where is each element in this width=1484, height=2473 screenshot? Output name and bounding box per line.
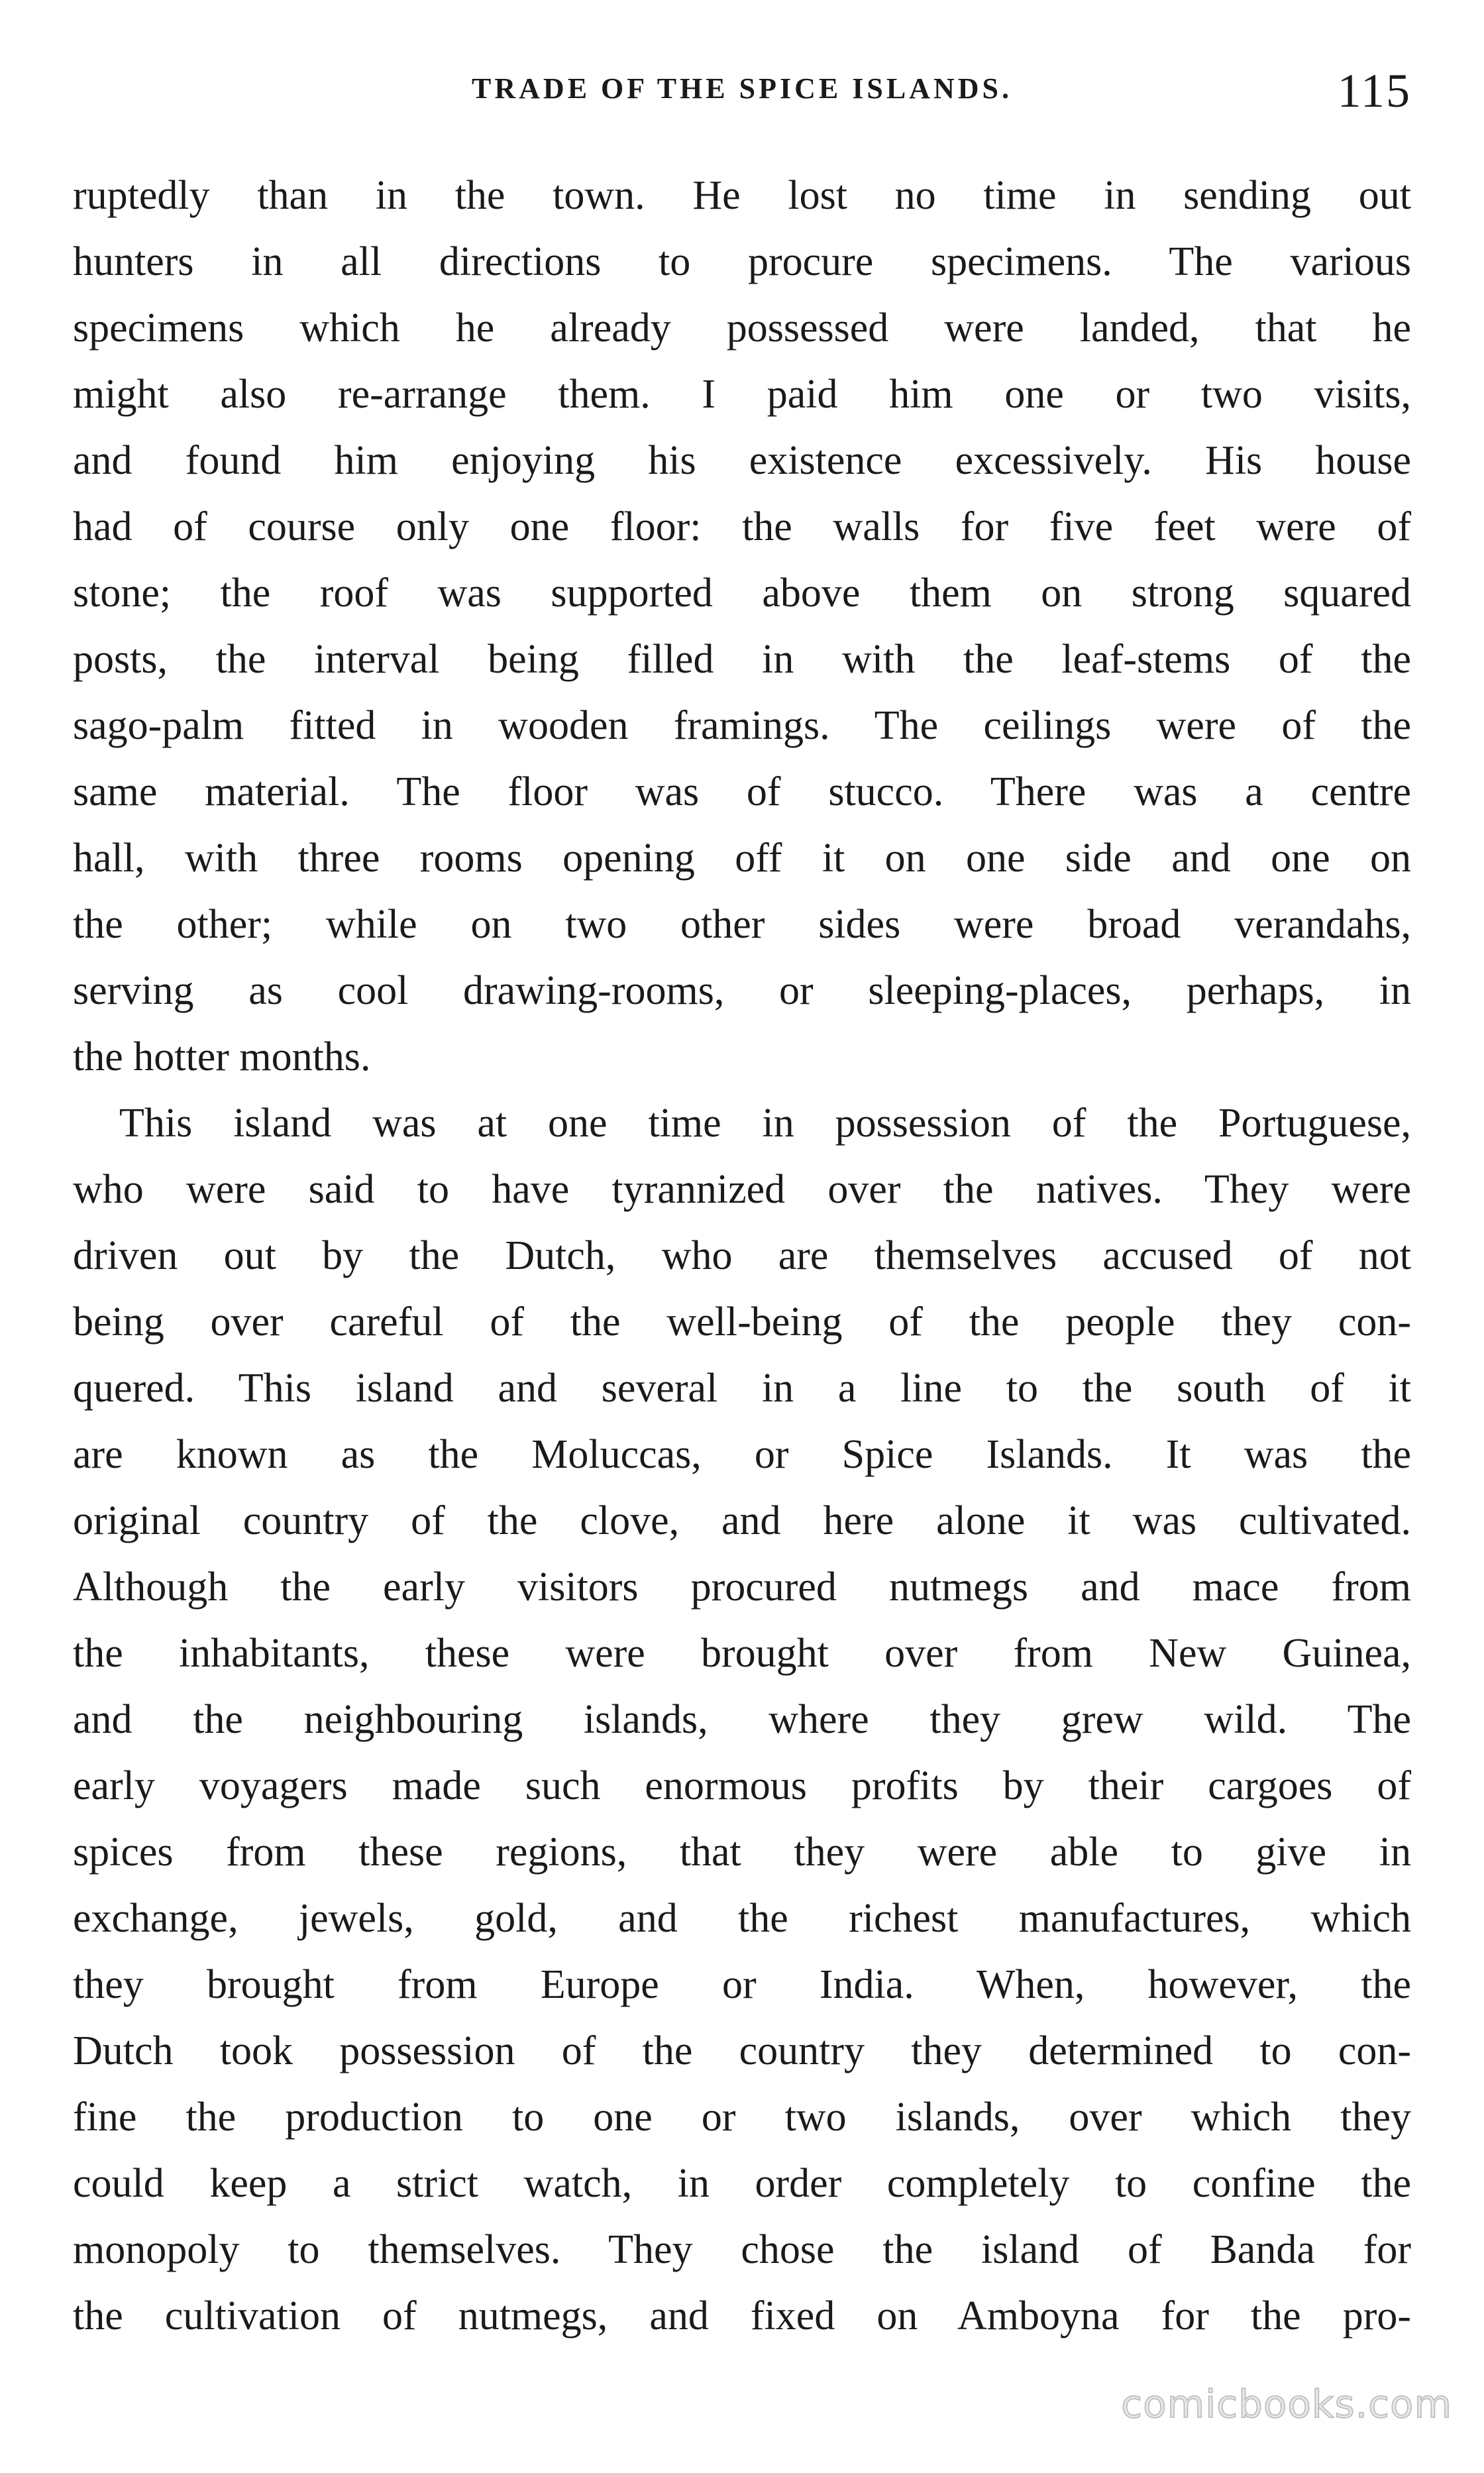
text-line: Dutch took possession of the country they determined to con- [73, 2028, 1411, 2073]
text-line: stone; the roof was supported above them on strong squared [73, 571, 1411, 616]
text-line: quered. This island and several in a line to the south of it [73, 1366, 1411, 1411]
text-line: early voyagers made such enormous profits by their cargoes of [73, 1763, 1411, 1808]
running-title: TRADE OF THE SPICE ISLANDS. [472, 72, 1012, 105]
text-line: are known as the Moluccas, or Spice Islands. It was the [73, 1432, 1411, 1477]
text-line: hunters in all directions to procure specimens. The various [73, 239, 1411, 284]
text-line: serving as cool drawing-rooms, or sleeping-places, perhaps, in [73, 968, 1411, 1013]
body-text [73, 162, 1411, 2349]
text-line: monopoly to themselves. They chose the island of Banda for [73, 2227, 1411, 2272]
text-line: original country of the clove, and here alone it was cultivated. [73, 1498, 1411, 1543]
text-line: exchange, jewels, gold, and the richest manufactures, which [73, 1896, 1411, 1941]
text-line: driven out by the Dutch, who are themselves accused of not [73, 1233, 1411, 1278]
text-line: being over careful of the well-being of the people they con- [73, 1299, 1411, 1345]
text-line: the other; while on two other sides were broad verandahs, [73, 902, 1411, 947]
text-line: and the neighbouring islands, where they grew wild. The [73, 1697, 1411, 1742]
text-line: posts, the interval being filled in with the leaf-stems of the [73, 637, 1411, 682]
text-line: they brought from Europe or India. When, however, the [73, 1962, 1411, 2007]
watermark: comicbooks.com [1121, 2382, 1452, 2427]
text-line: could keep a strict watch, in order completely to confine the [73, 2161, 1411, 2206]
text-line: might also re-arrange them. I paid him one or two visits, [73, 372, 1411, 417]
text-line: the hotter months. [73, 1034, 371, 1079]
text-line: who were said to have tyrannized over the natives. They were [73, 1167, 1411, 1212]
text-line: and found him enjoying his existence excessively. His house [73, 438, 1411, 483]
text-line: ruptedly than in the town. He lost no time in sending out [73, 173, 1411, 218]
text-line: specimens which he already possessed were landed, that he [73, 305, 1411, 351]
page-number: 115 [1337, 64, 1411, 117]
text-line: This island was at one time in possession of the Portuguese, [119, 1101, 1411, 1146]
text-line: spices from these regions, that they were able to give in [73, 1830, 1411, 1875]
running-head [73, 66, 1411, 126]
text-line: same material. The floor was of stucco. There was a centre [73, 769, 1411, 814]
paragraph-1 [73, 162, 1411, 1090]
text-line: had of course only one floor: the walls for five feet were of [73, 504, 1411, 549]
text-line: Although the early visitors procured nutmegs and mace from [73, 1565, 1411, 1610]
text-line: the cultivation of nutmegs, and fixed on Amboyna for the pro- [73, 2293, 1411, 2338]
text-line: the inhabitants, these were brought over from New Guinea, [73, 1631, 1411, 1676]
text-line: fine the production to one or two islands, over which they [73, 2095, 1411, 2140]
text-line: hall, with three rooms opening off it on one side and one on [73, 836, 1411, 881]
text-line: sago-palm fitted in wooden framings. The ceilings were of the [73, 703, 1411, 748]
paragraph-2 [73, 1090, 1411, 2349]
